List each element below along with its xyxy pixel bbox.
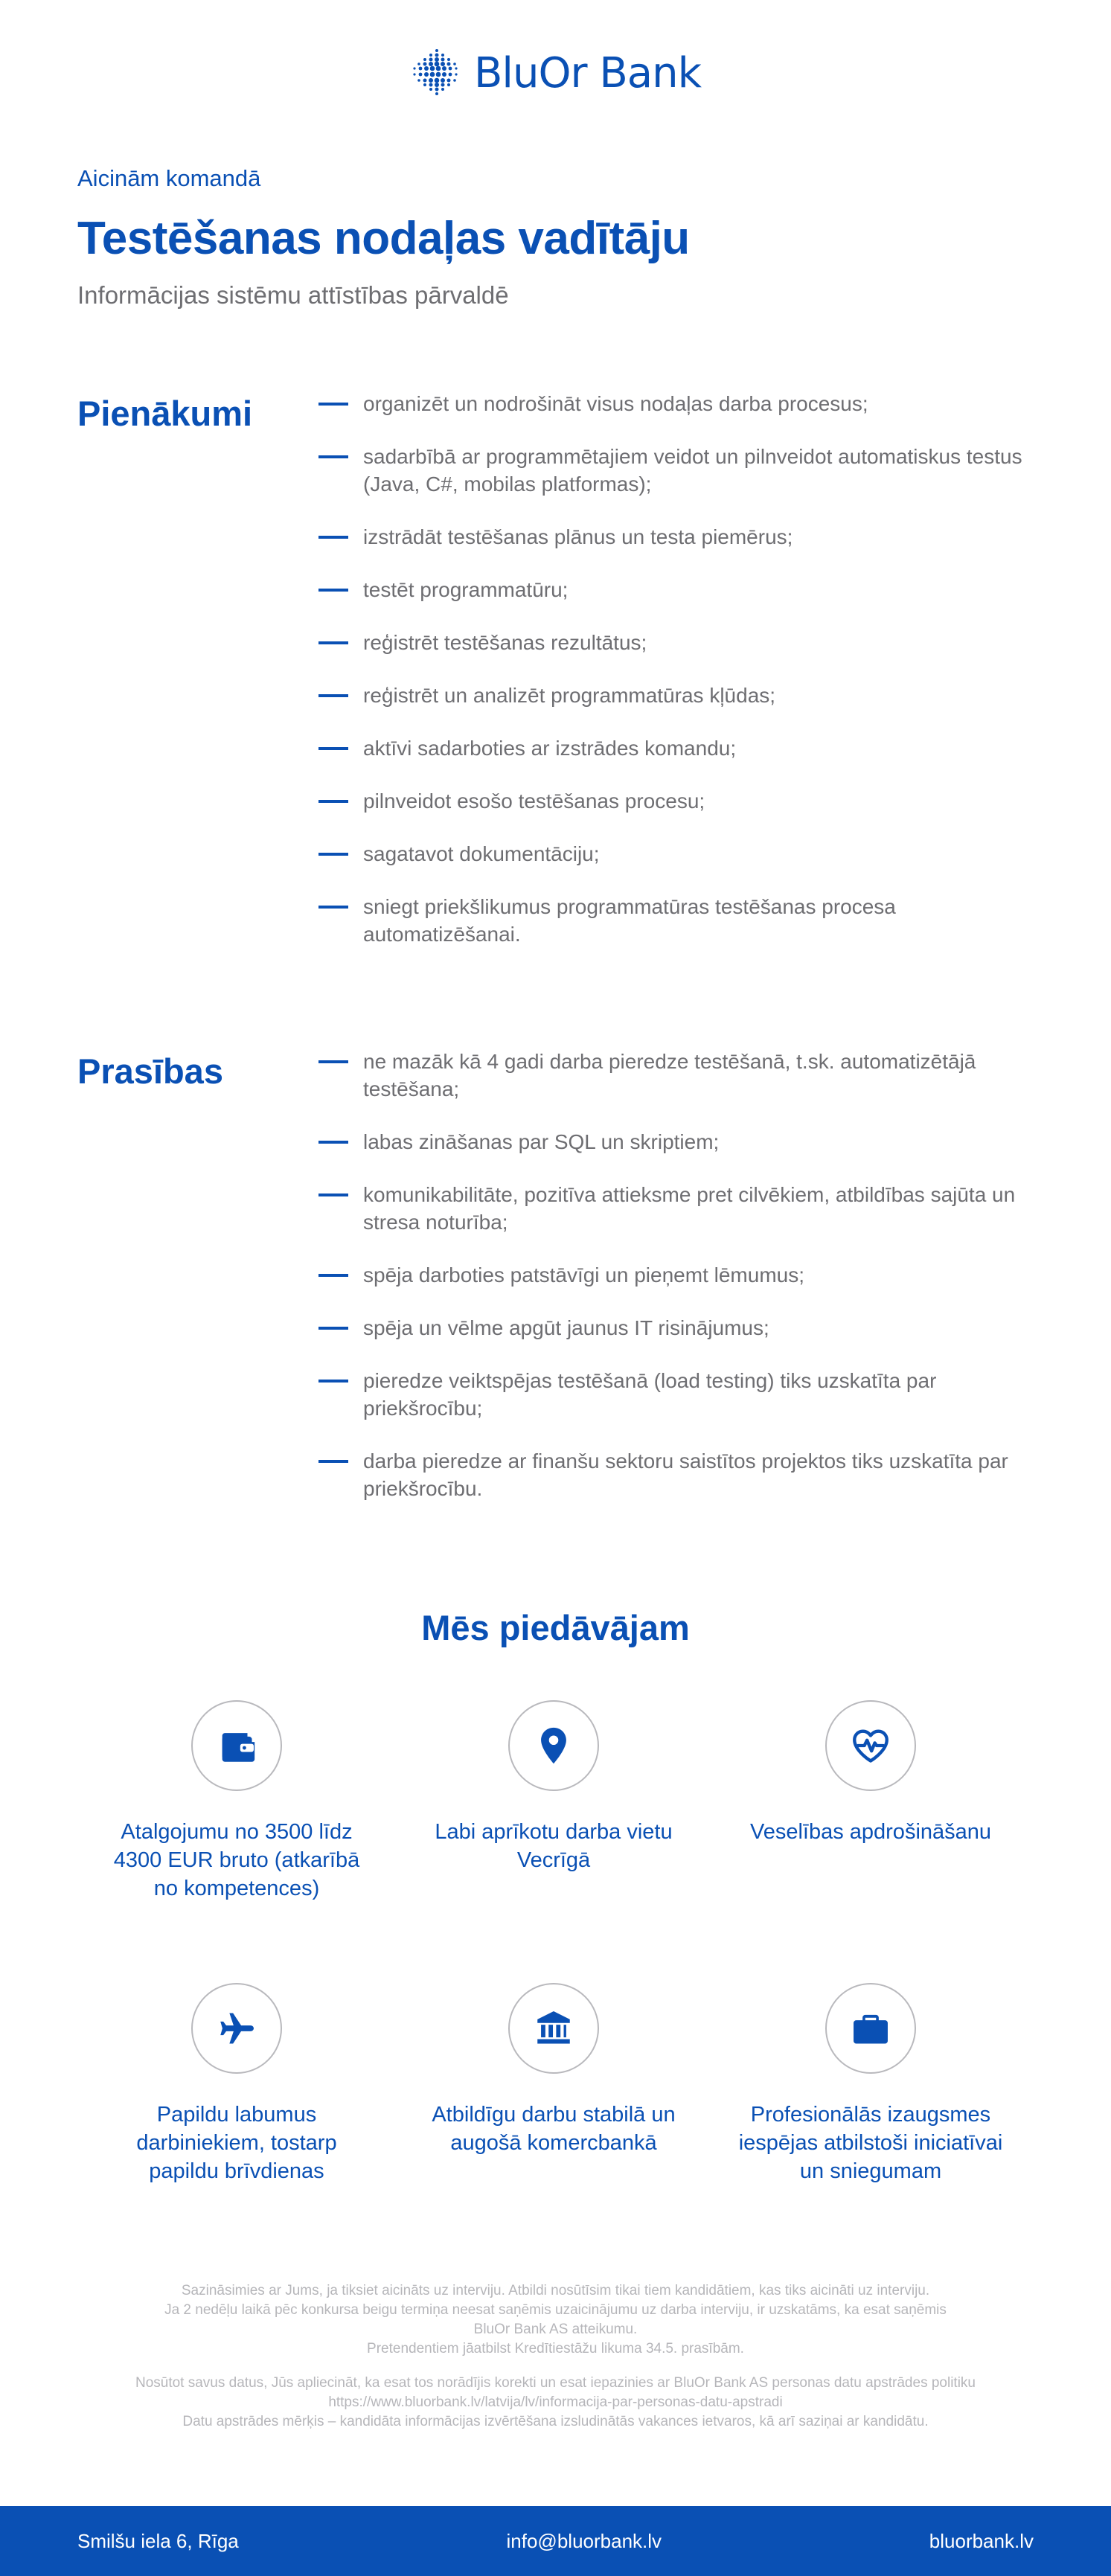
dash-icon xyxy=(318,536,348,539)
benefit-label: Atbildīgu darbu stabilā un augošā komercbankā xyxy=(432,2103,676,2155)
dash-icon xyxy=(318,853,348,856)
benefit-label: Labi aprīkotu darba vietu Vecrīgā xyxy=(435,1820,673,1872)
page-subtitle: Informācijas sistēmu attīstības pārvaldē xyxy=(77,281,509,309)
briefcase-icon xyxy=(849,2007,892,2050)
privacy-policy-link[interactable]: https://www.bluorbank.lv/latvija/lv/informacija-par-personas-datu-apstradi xyxy=(328,2394,783,2410)
list-item: labas zināšanas par SQL un skriptiem; xyxy=(318,1128,1033,1156)
benefit-growth xyxy=(729,1983,1012,2185)
footer-address: Smilšu iela 6, Rīga xyxy=(77,2529,239,2552)
dash-icon xyxy=(318,1060,348,1063)
list-item: aktīvi sadarboties ar izstrādes komandu; xyxy=(318,734,1033,762)
list-item: reģistrēt testēšanas rezultātus; xyxy=(318,629,1033,656)
duties-list xyxy=(318,390,1033,973)
list-item: testēt programmatūru; xyxy=(318,576,1033,603)
list-item: sadarbībā ar programmētajiem veidot un pilnveidot automatiskus testus (Java, C#, mobilas platformas); xyxy=(318,443,1033,498)
list-item: pieredze veiktspējas testēšanā (load testing) tiks uzskatīta par priekšrocību; xyxy=(318,1367,1033,1422)
benefit-icon-circle xyxy=(508,1700,599,1791)
wallet-icon xyxy=(215,1724,258,1767)
benefit-workplace xyxy=(412,1700,695,1874)
dash-icon xyxy=(318,1141,348,1144)
benefit-icon-circle xyxy=(825,1983,916,2074)
footer-email-link[interactable]: info@bluorbank.lv xyxy=(506,2529,662,2552)
dash-icon xyxy=(318,694,348,697)
dash-icon xyxy=(318,747,348,750)
dash-icon xyxy=(318,1380,348,1382)
list-item: reģistrēt un analizēt programmatūras kļūdas; xyxy=(318,682,1033,709)
benefit-label: Atalgojumu no 3500 līdz 4300 EUR bruto (atkarībā no kompetences) xyxy=(113,1820,360,1900)
dash-icon xyxy=(318,589,348,592)
benefit-salary xyxy=(95,1700,378,1903)
interview-notice: Sazināsimies ar Jums, ja tiksiet aicināts uz interviju. Atbildi nosūtīsim tikai tiem kandidātiem, kas tiks aicināti uz interviju. Ja 2 nedēļu laikā pēc konkursa beigu termiņa neesat saņēmis uzaicinājumu uz darba interviju, ir uzskatāms, ka esat saņēmis BluOr Bank AS atteikumu. Pretendentiem jāatbilst Kredītiestāžu likuma 34.5. prasībām. xyxy=(164,2283,947,2356)
dash-icon xyxy=(318,1327,348,1330)
list-item: darba pieredze ar finanšu sektoru saistītos projektos tiks uzskatīta par priekšrocību. xyxy=(318,1447,1033,1502)
privacy-notice: Nosūtot savus datus, Jūs apliecināt, ka esat tos norādījis korekti un esat iepazinies ar BluOr Bank AS personas datu apstrādes politiku https://www.bluorbank.lv/latvija/lv/informacija-par-personas-datu-apstradi Datu apstrādes mērķis – kandidāta informācijas izvērtēšana izsludinātās vakances ietvaros, kā arī saziņai ar kandidātu. xyxy=(74,2374,1037,2432)
bank-building-icon xyxy=(532,2007,575,2050)
footer xyxy=(0,2506,1111,2576)
benefit-label: Papildu labumus darbiniekiem, tostarp papildu brīvdienas xyxy=(136,2103,337,2183)
location-pin-icon xyxy=(532,1724,575,1767)
list-item: pilnveidot esošo testēšanas procesu; xyxy=(318,787,1033,815)
page-title: Testēšanas nodaļas vadītāju xyxy=(77,213,690,264)
logo-mark-icon xyxy=(410,46,464,100)
benefit-icon-circle xyxy=(825,1700,916,1791)
duties-heading: Pienākumi xyxy=(77,394,253,433)
benefit-icon-circle xyxy=(191,1700,282,1791)
dash-icon xyxy=(318,403,348,406)
benefit-label: Profesionālās izaugsmes iespējas atbilstoši iniciatīvai un sniegumam xyxy=(738,2103,1003,2183)
dash-icon xyxy=(318,641,348,644)
benefit-label: Veselības apdrošināšanu xyxy=(749,1820,992,1844)
list-item: izstrādāt testēšanas plānus un testa piemērus; xyxy=(318,523,1033,551)
list-item: spēja un vēlme apgūt jaunus IT risinājumus; xyxy=(318,1314,1033,1342)
brand-name: BluOr Bank xyxy=(473,48,702,97)
benefit-stable-bank xyxy=(412,1983,695,2157)
requirements-list xyxy=(318,1048,1033,1528)
benefit-extra-days xyxy=(95,1983,378,2185)
brand-logo xyxy=(0,46,1111,100)
dash-icon xyxy=(318,1274,348,1277)
dash-icon xyxy=(318,1194,348,1196)
benefit-icon-circle xyxy=(191,1983,282,2074)
benefit-icon-circle xyxy=(508,1983,599,2074)
dash-icon xyxy=(318,1460,348,1463)
airplane-icon xyxy=(215,2007,258,2050)
list-item: sniegt priekšlikumus programmatūras testēšanas procesa automatizēšanai. xyxy=(318,893,1033,948)
list-item: komunikabilitāte, pozitīva attieksme pret cilvēkiem, atbildības sajūta un stresa noturība; xyxy=(318,1181,1033,1236)
list-item: spēja darboties patstāvīgi un pieņemt lēmumus; xyxy=(318,1261,1033,1289)
heart-pulse-icon xyxy=(849,1724,892,1767)
list-item: organizēt un nodrošināt visus nodaļas darba procesus; xyxy=(318,390,1033,417)
dash-icon xyxy=(318,800,348,803)
requirements-heading: Prasības xyxy=(77,1051,223,1091)
dash-icon xyxy=(318,455,348,458)
footer-website-link[interactable]: bluorbank.lv xyxy=(929,2529,1034,2552)
invite-text: Aicinām komandā xyxy=(77,165,261,191)
list-item: ne mazāk kā 4 gadi darba pieredze testēšanā, t.sk. automatizētājā testēšana; xyxy=(318,1048,1033,1103)
benefit-insurance xyxy=(729,1700,1012,1846)
list-item: sagatavot dokumentāciju; xyxy=(318,840,1033,868)
offer-heading: Mēs piedāvājam xyxy=(421,1608,690,1647)
dash-icon xyxy=(318,906,348,909)
